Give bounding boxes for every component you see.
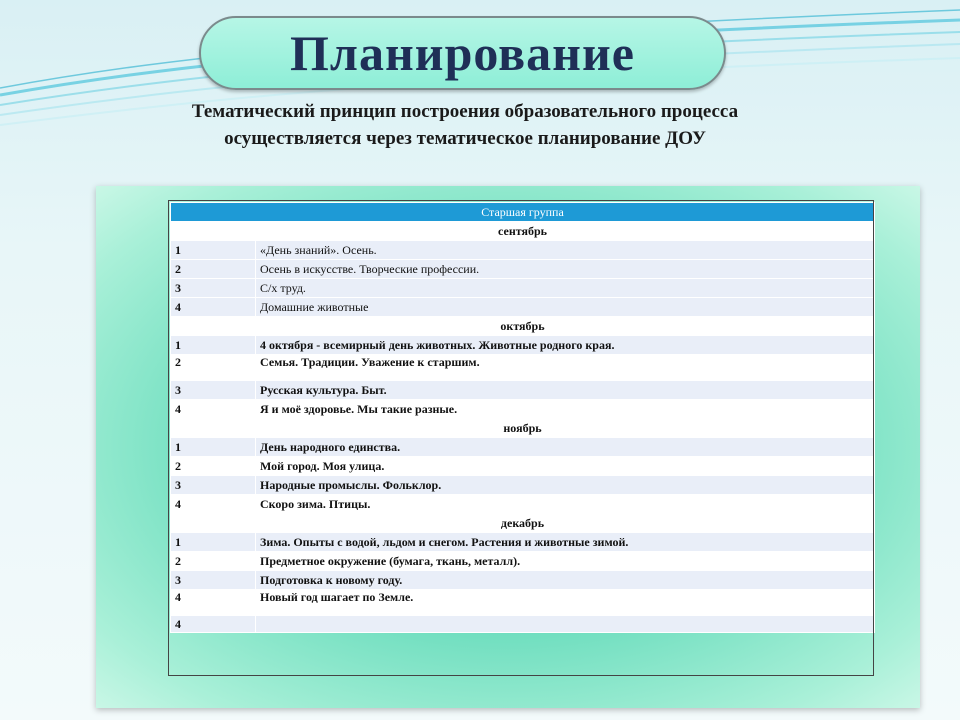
week-number: 3 <box>171 476 256 495</box>
week-topic: Скоро зима. Птицы. <box>256 495 875 514</box>
week-number: 4 <box>171 495 256 514</box>
month-label: ноябрь <box>171 419 875 438</box>
table-row <box>171 260 875 279</box>
table-row <box>171 400 875 419</box>
week-topic: Семья. Традиции. Уважение к старшим. <box>256 355 875 381</box>
week-topic: Мой город. Моя улица. <box>256 457 875 476</box>
table-header-row <box>171 203 875 222</box>
week-number: 4 <box>171 616 256 633</box>
table-row <box>171 381 875 400</box>
week-number: 1 <box>171 438 256 457</box>
week-number: 4 <box>171 298 256 317</box>
table-row <box>171 476 875 495</box>
week-topic: День народного единства. <box>256 438 875 457</box>
table-row <box>171 533 875 552</box>
table-row <box>171 241 875 260</box>
week-number: 4 <box>171 400 256 419</box>
week-topic: Русская культура. Быт. <box>256 381 875 400</box>
table-row <box>171 457 875 476</box>
group-header: Старшая группа <box>171 203 875 222</box>
week-topic: Подготовка к новому году. <box>256 571 875 590</box>
title-banner <box>199 16 726 90</box>
month-row <box>171 222 875 241</box>
week-number: 2 <box>171 355 256 381</box>
planning-table <box>170 202 875 633</box>
month-label: декабрь <box>171 514 875 533</box>
week-topic: Предметное окружение (бумага, ткань, металл). <box>256 552 875 571</box>
week-topic: 4 октября - всемирный день животных. Животные родного края. <box>256 336 875 355</box>
week-topic: С/х труд. <box>256 279 875 298</box>
month-label: октябрь <box>171 317 875 336</box>
table-row <box>171 552 875 571</box>
week-number: 1 <box>171 533 256 552</box>
table-row <box>171 355 875 381</box>
week-topic: Народные промыслы. Фольклор. <box>256 476 875 495</box>
table-row <box>171 298 875 317</box>
month-row <box>171 419 875 438</box>
page-title: Планирование <box>290 25 635 81</box>
week-topic: Зима. Опыты с водой, льдом и снегом. Растения и животные зимой. <box>256 533 875 552</box>
week-topic: Новый год шагает по Земле. <box>256 590 875 616</box>
week-number: 1 <box>171 241 256 260</box>
table-row <box>171 438 875 457</box>
week-topic: «День знаний». Осень. <box>256 241 875 260</box>
table-row <box>171 495 875 514</box>
table-row <box>171 279 875 298</box>
month-row <box>171 514 875 533</box>
week-number: 4 <box>171 590 256 616</box>
month-row <box>171 317 875 336</box>
week-number: 1 <box>171 336 256 355</box>
week-number: 3 <box>171 381 256 400</box>
week-number: 3 <box>171 279 256 298</box>
week-number: 2 <box>171 457 256 476</box>
week-topic: Осень в искусстве. Творческие профессии. <box>256 260 875 279</box>
table-row <box>171 336 875 355</box>
week-topic <box>256 616 875 633</box>
week-number: 2 <box>171 260 256 279</box>
week-topic: Я и моё здоровье. Мы такие разные. <box>256 400 875 419</box>
table-row <box>171 571 875 590</box>
month-label: сентябрь <box>171 222 875 241</box>
week-number: 3 <box>171 571 256 590</box>
week-number: 2 <box>171 552 256 571</box>
table-row <box>171 590 875 616</box>
subtitle: Тематический принцип построения образовательного процесса осуществляется через тематическое планирование ДОУ <box>191 101 739 149</box>
week-topic: Домашние животные <box>256 298 875 317</box>
table-row <box>171 616 875 633</box>
